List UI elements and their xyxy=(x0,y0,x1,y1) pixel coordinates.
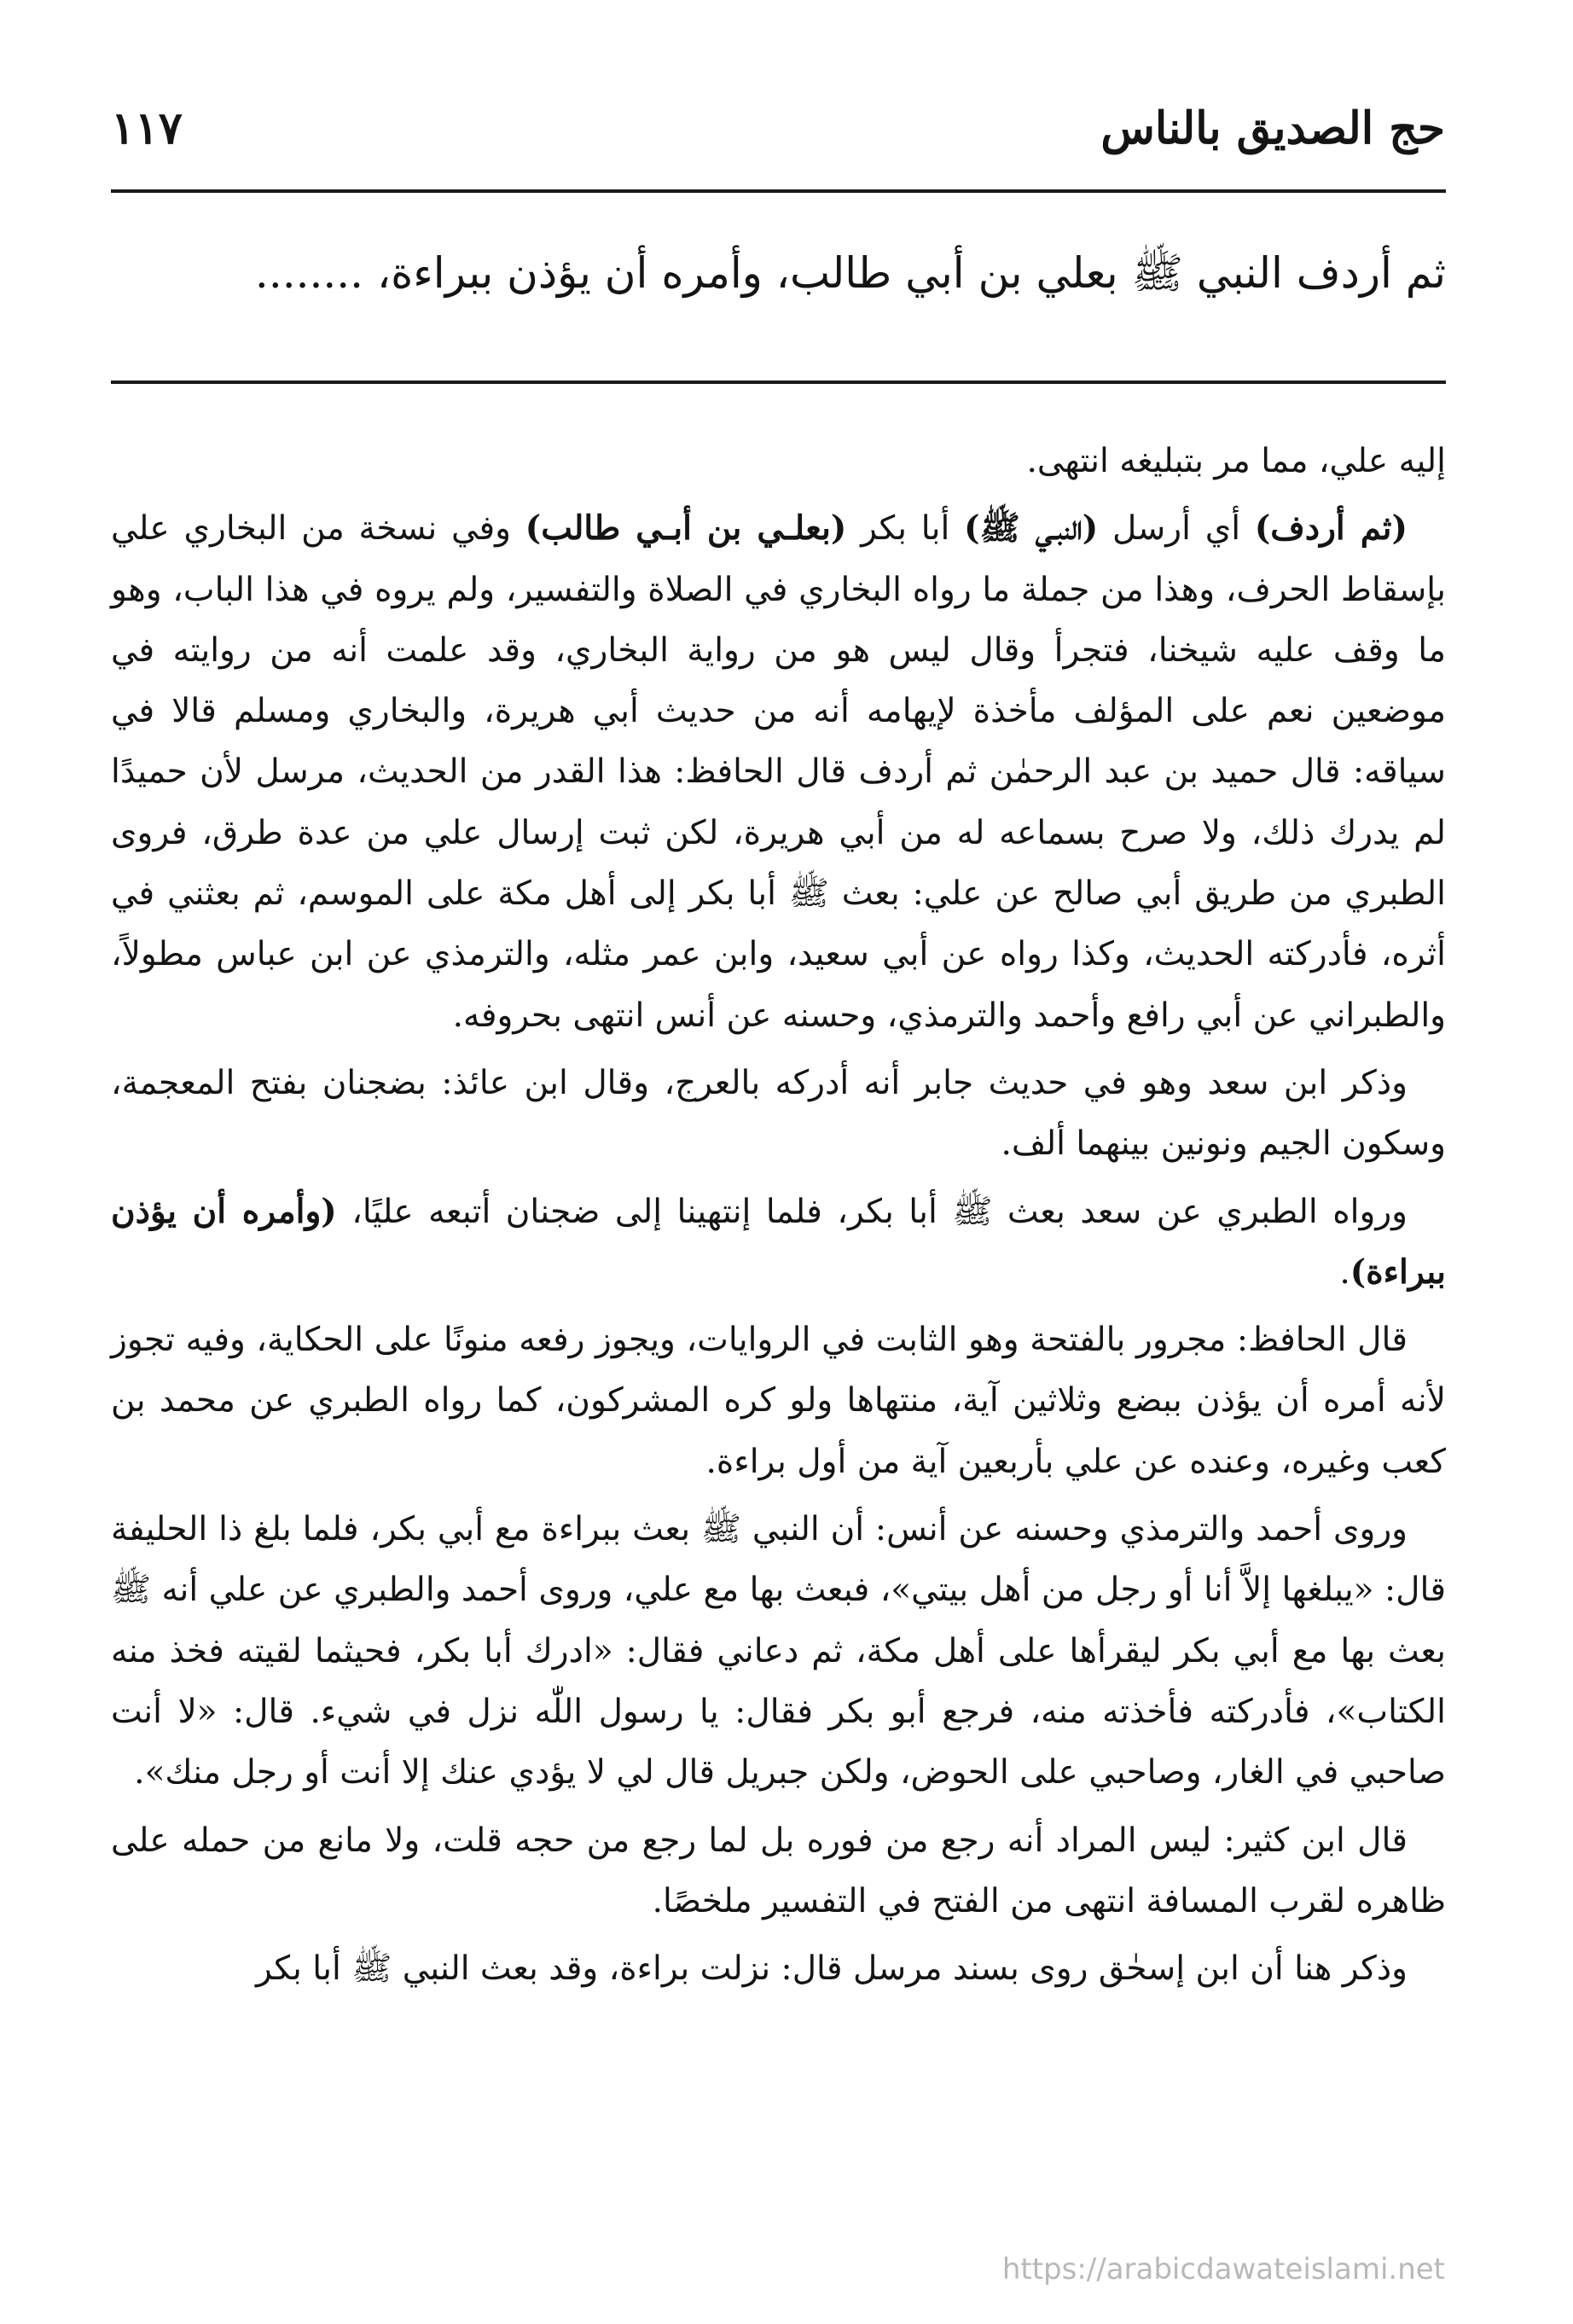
matn-text: ثم أردف النبي ﷺ بعلي بن أبي طالب، وأمره أن يؤذن ببراءة، ........ xyxy=(254,248,1446,298)
commentary-body xyxy=(111,431,1446,1999)
commentary-text: قال الحافظ: مجرور بالفتحة وهو الثابت في الروايات، ويجوز رفعه منونًا على الحكاية، وفيه تجوز لأنه أمره أن يؤذن ببضع وثلاثين آية، منتهاها ولو كره المشركون، كما رواه الطبري عن محمد بن كعب وغيره، وعنده عن علي بأربعين آية من أول براءة. xyxy=(111,1321,1446,1481)
commentary-paragraph xyxy=(111,1938,1446,1999)
commentary-text: أبا بكر xyxy=(846,509,965,549)
commentary-text: وذكر ابن سعد وهو في حديث جابر أنه أدركه بالعرج، وقال ابن عائذ: بضجنان بفتح المعجمة، وسكون الجيم ونونين بينهما ألف. xyxy=(111,1063,1446,1164)
header-divider xyxy=(111,189,1446,193)
quoted-matn: (النبـي ﷺ) xyxy=(964,508,1099,549)
commentary-text: قال ابن كثير: ليس المراد أنه رجع من فوره بل لما رجع من حجه قلت، ولا مانع من حمله على ظاهره لقرب المسافة انتهى من الفتح في التفسير ملخصًا. xyxy=(111,1821,1446,1920)
commentary-paragraph xyxy=(111,1053,1446,1175)
page-number: ١١٧ xyxy=(111,102,183,154)
commentary-text: وذكر هنا أن ابن إسحٰق روى بسند مرسل قال: نزلت براءة، وقد بعث النبي ﷺ أبا بكر xyxy=(255,1949,1408,1989)
commentary-paragraph xyxy=(111,1182,1446,1304)
commentary-text: . xyxy=(1339,1252,1350,1292)
watermark-url: https://arabicdawateislami.net xyxy=(1001,2252,1445,2286)
commentary-text: وفي نسخة من البخاري علي بإسقاط الحرف، وهذا من جملة ما رواه البخاري في الصلاة والتفسير، ولم يروه في هذا الباب، وهو ما وقف عليه شيخنا، فتجرأ وقال ليس هو من رواية البخاري، وقد علمت أنه من روايته في موضعين نعم على المؤلف مأخذة لإيهامه أنه من حديث أبي هريرة، والبخاري ومسلم قالا في سياقه: قال حميد بن عبد الرحمٰن ثم أردف قال الحافظ: هذا القدر من الحديث، مرسل لأن حميدًا لم يدرك ذلك، ولا صرح بسماعه له من أبي هريرة، لكن ثبت إرسال علي من عدة طرق، فروى الطبري من طريق أبي صالح عن علي: بعث ﷺ أبا بكر إلى أهل مكة على الموسم، ثم بعثني في أثره، فأدركته الحديث، وكذا رواه عن أبي سعيد، وابن عمر مثله، والترمذي عن ابن عباس مطولاً، والطبراني عن أبي رافع وأحمد والترمذي، وحسنه عن أنس انتهى بحروفه. xyxy=(111,509,1446,1035)
running-title: حج الصديق بالناس xyxy=(1100,102,1445,154)
quoted-matn: (وأمره أن يؤذن ببراءة) xyxy=(111,1191,1446,1292)
quoted-matn: (ثم أردف) xyxy=(1254,508,1408,549)
commentary-paragraph xyxy=(111,1810,1446,1932)
commentary-paragraph xyxy=(111,1499,1446,1803)
quoted-matn: (بعلـي بن أبـي طالب) xyxy=(525,508,847,549)
commentary-text: أي أرسل xyxy=(1098,509,1255,549)
commentary-paragraph xyxy=(111,431,1446,491)
commentary-text: وروى أحمد والترمذي وحسنه عن أنس: أن النبي ﷺ بعث ببراءة مع أبي بكر، فلما بلغ ذا الحليفة قال: «يبلغها إلاَّ أنا أو رجل من أهل بيتي»، فبعث بها مع علي، وروى أحمد والطبري عن علي أنه ﷺ بعث بها مع أبي بكر ليقرأها على أهل مكة، ثم دعاني فقال: «ادرك أبا بكر، فحيثما لقيته فخذ منه الكتاب»، فأدركته فأخذته منه، فرجع أبو بكر فقال: يا رسول اللّٰه نزل في شيء. قال: «لا أنت صاحبي في الغار، وصاحبي على الحوض، ولكن جبريل قال لي لا يؤدي عنك إلا أنت أو رجل منك». xyxy=(111,1510,1446,1792)
matn-divider xyxy=(111,381,1446,384)
commentary-text: ورواه الطبري عن سعد بعث ﷺ أبا بكر، فلما إنتهينا إلى ضجنان أتبعه عليًا، xyxy=(336,1192,1408,1231)
page-header xyxy=(111,102,1445,171)
commentary-paragraph xyxy=(111,1310,1446,1492)
commentary-text: إليه علي، مما مر بتبليغه انتهى. xyxy=(1026,442,1446,480)
commentary-paragraph xyxy=(111,498,1446,1046)
